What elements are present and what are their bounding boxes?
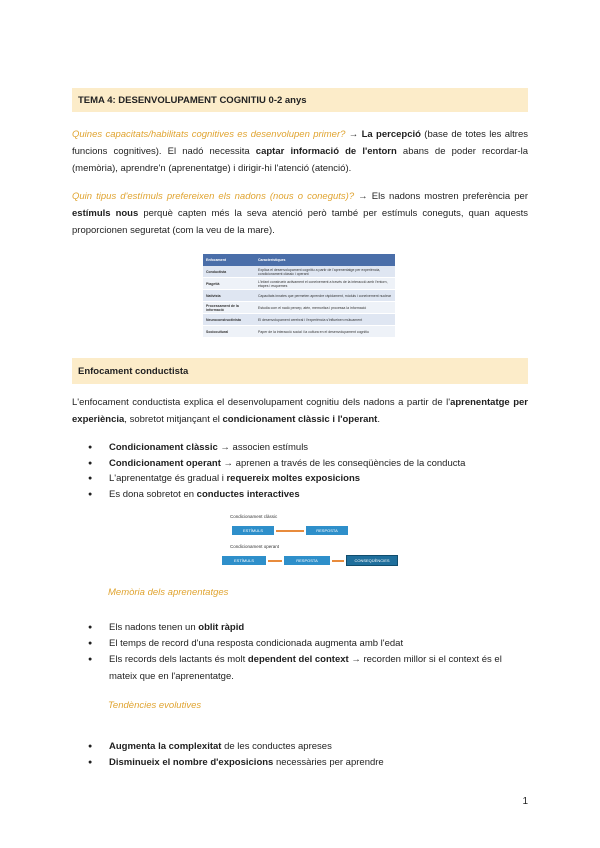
diagram-label-classical: Condicionament clàssic xyxy=(230,514,278,519)
table-row xyxy=(203,302,395,314)
body-text: L'aprenentatge és gradual i xyxy=(109,473,227,484)
body-text: abans de poder recordar-la (memòria), aprendre'n (aprenentatge) i dirigir-hi l'atenció (atenció). xyxy=(72,146,528,174)
list-item xyxy=(88,440,528,456)
table-cell: Neuroconstructivista xyxy=(203,314,255,326)
bold-text: Disminueix el nombre d'exposicions xyxy=(109,756,274,768)
diagram-box-stimulus: ESTÍMULS xyxy=(222,556,266,565)
bullet-list-trends xyxy=(88,739,528,770)
table-cell: Estudia com el nadó percep, atén, memoritza i processa la informació xyxy=(255,302,395,314)
body-text: Els nadons tenen un xyxy=(109,622,199,633)
list-item xyxy=(88,487,528,503)
table-header-cell: Enfocament xyxy=(203,254,255,266)
bold-text: dependent del context xyxy=(247,654,349,665)
arrow-text: → xyxy=(354,191,372,202)
bold-text: La percepció xyxy=(361,129,421,140)
body-text: → associen estímuls xyxy=(217,442,309,453)
bold-text: captar informació de l'entorn xyxy=(255,146,397,157)
table-cell: Explica el desenvolupament cognitiu a partir de l'aprenentatge per experiència, condicionament clàssic i operant xyxy=(255,266,395,278)
table-header-row xyxy=(203,254,395,266)
bullet-list-conditioning xyxy=(88,440,528,502)
table-cell: Sociocultural xyxy=(203,326,255,338)
table-cell: Nativista xyxy=(203,290,255,302)
diagram-box-consequences: CONSEQÜÈNCIES xyxy=(346,555,398,566)
body-text: → recorden millor si el context és el mateix que en l'aprenentatge. xyxy=(109,654,502,682)
bold-text: estímuls nous xyxy=(72,208,139,219)
bold-text: Condicionament clàssic xyxy=(109,442,218,453)
question-text: Quines capacitats/habilitats cognitives es desenvolupen primer? xyxy=(72,129,346,140)
approaches-table xyxy=(203,254,395,338)
diagram-box-stimulus: ESTÍMULS xyxy=(232,526,274,535)
body-text: , sobretot mitjançant el xyxy=(124,414,223,425)
body-text: L'enfocament conductista explica el desenvolupament cognitiu dels nadons a partir de l' xyxy=(72,397,451,408)
table-cell: El desenvolupament cerebral i l'experiència s'influeixen mútuament xyxy=(255,314,395,326)
table-row xyxy=(203,278,395,290)
section-band xyxy=(72,358,528,384)
list-item xyxy=(88,651,528,685)
table-cell: Conductista xyxy=(203,266,255,278)
bold-text: Condicionament operant xyxy=(109,457,221,469)
table-cell: Paper de la interacció social i la cultura en el desenvolupament cognitiu xyxy=(255,326,395,338)
table-row xyxy=(203,326,395,338)
bold-text: Augmenta la complexitat xyxy=(109,741,222,752)
body-text: Es dona sobretot en xyxy=(109,488,197,500)
table-row xyxy=(203,290,395,302)
table-cell: L'infant construeix activament el coneixement a través de la interacció amb l'entorn, etapes i esquemes xyxy=(255,278,395,290)
paragraph-perception xyxy=(72,126,528,177)
body-text: . xyxy=(377,414,380,425)
section-title: Enfocament conductista xyxy=(78,366,189,377)
list-item xyxy=(88,755,528,771)
list-item xyxy=(88,620,528,636)
body-text: Els records dels lactants és molt xyxy=(109,654,248,665)
body-text: El temps de record d'una resposta condicionada augmenta amb l'edat xyxy=(109,637,404,649)
body-text: perquè capten més la seva atenció però també per estímuls coneguts, quan aquests proporcionen seguretat (com la veu de la mare). xyxy=(72,208,528,236)
bold-text: aprenentatge per experiència xyxy=(72,397,529,425)
bold-text: oblit ràpid xyxy=(198,622,245,633)
body-text: (base de totes les altres funcions cognitives). El nadó necessita xyxy=(72,129,528,157)
arrow-text: → xyxy=(345,129,362,140)
list-item xyxy=(88,471,528,487)
paragraph-stimuli xyxy=(72,188,528,239)
page-number: 1 xyxy=(522,796,528,807)
body-text: de les conductes apreses xyxy=(221,741,332,752)
table-cell: Capacitats innates que permeten aprendre ràpidament, mòduls i coneixement nuclear xyxy=(255,290,395,302)
diagram-arrow xyxy=(276,530,304,532)
table-cell: Piagetià xyxy=(203,278,255,290)
conditioning-diagram xyxy=(222,514,398,572)
subheading-memory: Memòria dels aprenentatges xyxy=(108,587,229,598)
table-row xyxy=(203,266,395,278)
paragraph-behaviorist xyxy=(72,394,528,428)
diagram-label-operant: Condicionament operant xyxy=(230,544,280,549)
body-text: Els nadons mostren preferència per xyxy=(371,191,529,202)
diagram-arrow xyxy=(268,560,282,562)
table-row xyxy=(203,314,395,326)
bold-text: conductes interactives xyxy=(196,488,300,500)
question-text: Quin tipus d'estímuls prefereixen els nadons (nous o coneguts)? xyxy=(72,191,355,202)
diagram-box-response: RESPOSTA xyxy=(284,556,330,565)
body-text: necessàries per aprendre xyxy=(273,756,384,768)
bold-text: requereix moltes exposicions xyxy=(226,473,361,484)
list-item xyxy=(88,456,528,472)
body-text: → aprenen a través de les conseqüències de la conducta xyxy=(220,457,466,469)
list-item xyxy=(88,636,528,652)
header-band xyxy=(72,88,528,112)
diagram-arrow xyxy=(332,560,344,562)
subheading-trends: Tendències evolutives xyxy=(108,700,202,711)
bullet-list-memory xyxy=(88,620,528,685)
page-title: TEMA 4: DESENVOLUPAMENT COGNITIU 0-2 anys xyxy=(78,95,307,106)
diagram-box-response: RESPOSTA xyxy=(306,526,348,535)
table-cell: Processament de la informació xyxy=(203,302,255,314)
table-header-cell: Característiques xyxy=(255,254,395,266)
list-item xyxy=(88,739,528,755)
bold-text: condicionament clàssic i l'operant xyxy=(222,414,378,425)
